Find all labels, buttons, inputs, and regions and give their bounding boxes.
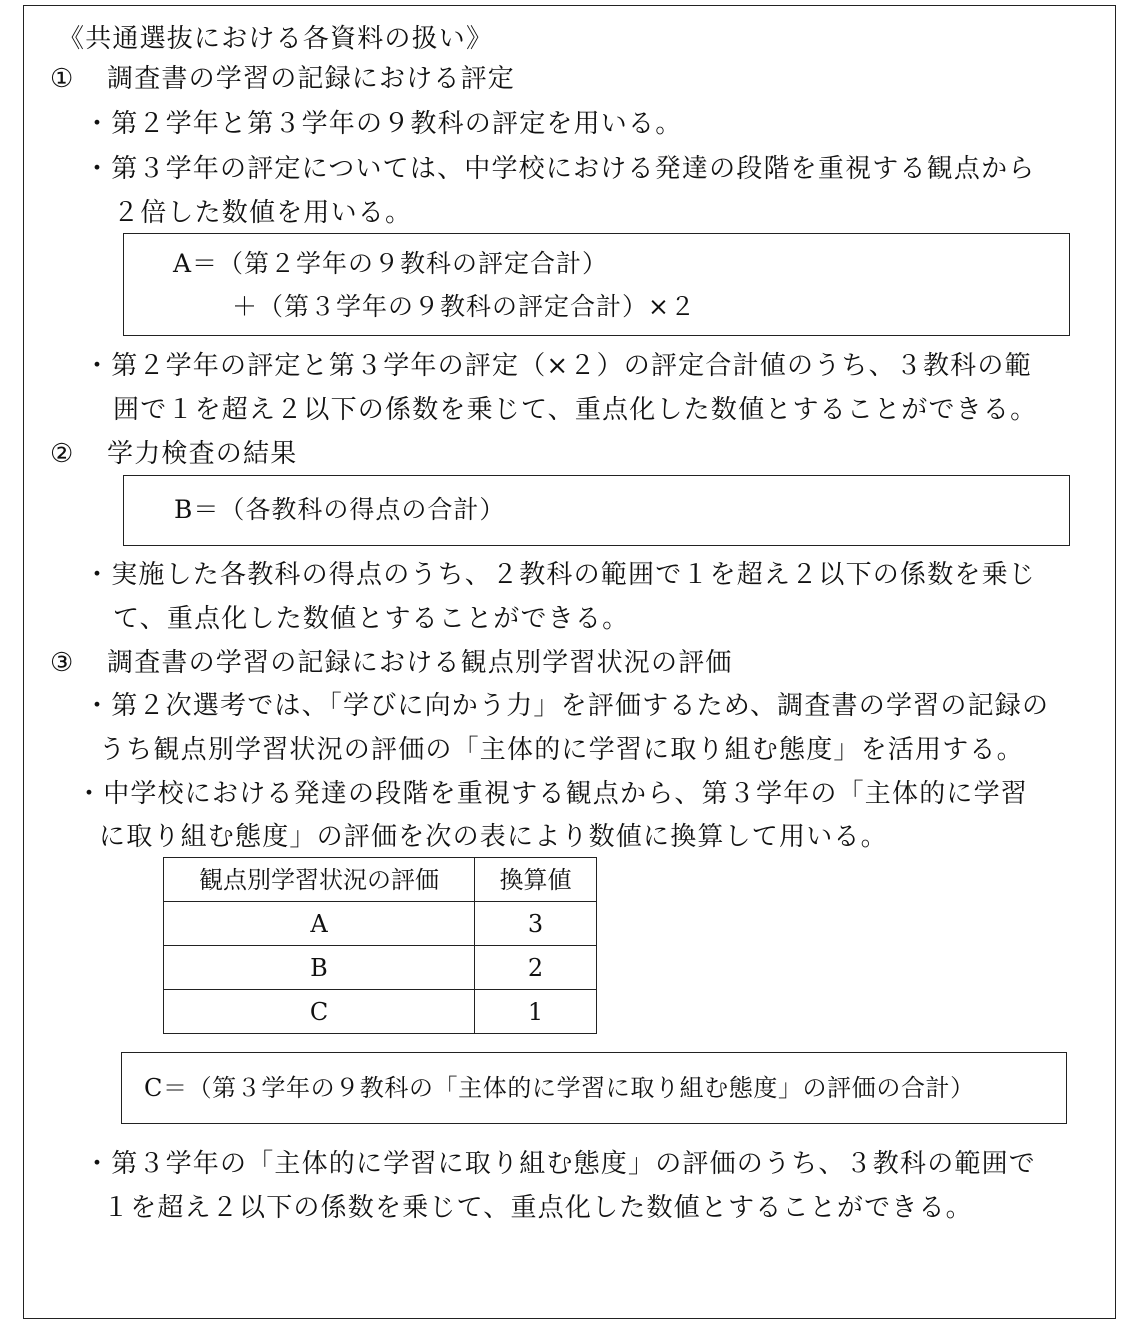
section2-marker: ② bbox=[50, 439, 75, 469]
table-cell-eval: C bbox=[164, 990, 475, 1034]
table-header-eval: 観点別学習状況の評価 bbox=[164, 858, 475, 902]
section2-bullet1-line2: て、重点化した数値とすることができる。 bbox=[113, 604, 630, 634]
conversion-table bbox=[163, 857, 597, 1034]
table-cell-value: 2 bbox=[475, 946, 597, 990]
section1-title: 調査書の学習の記録における評定 bbox=[107, 64, 516, 94]
section1-bullet1: ・第２学年と第３学年の９教科の評定を用いる。 bbox=[84, 109, 683, 139]
document-heading: 《共通選抜における各資料の扱い》 bbox=[58, 24, 494, 54]
section3-bullet2-line1: ・中学校における発達の段階を重視する観点から、第３学年の「主体的に学習 bbox=[76, 779, 1029, 809]
formula-a-line1: A＝（第２学年の９教科の評定合計） bbox=[173, 249, 609, 278]
section3-bullet3-line1: ・第３学年の「主体的に学習に取り組む態度」の評価のうち、３教科の範囲で bbox=[84, 1149, 1037, 1179]
formula-a-line2: ＋（第３学年の９教科の評定合計）×２ bbox=[232, 292, 696, 321]
section3-bullet1-line2: うち観点別学習状況の評価の「主体的に学習に取り組む態度」を活用する。 bbox=[99, 735, 1024, 765]
section1-marker: ① bbox=[50, 64, 75, 94]
section1-bullet3-line2: 囲で１を超え２以下の係数を乗じて、重点化した数値とすることができる。 bbox=[113, 395, 1038, 425]
section3-bullet1-line1: ・第２次選考では、「学びに向かう力」を評価するため、調査書の学習の記録の bbox=[84, 691, 1050, 721]
section1-bullet3-line1: ・第２学年の評定と第３学年の評定（×２）の評定合計値のうち、３教科の範 bbox=[84, 351, 1032, 381]
section3-marker: ③ bbox=[50, 648, 75, 678]
section3-bullet2-line2: に取り組む態度」の評価を次の表により数値に換算して用いる。 bbox=[99, 822, 888, 852]
section2-bullet1-line1: ・実施した各教科の得点のうち、２教科の範囲で１を超え２以下の係数を乗じ bbox=[84, 560, 1037, 590]
section2-title: 学力検査の結果 bbox=[107, 439, 298, 469]
section3-bullet3-line2: １を超え２以下の係数を乗じて、重点化した数値とすることができる。 bbox=[103, 1193, 973, 1223]
table-cell-value: 3 bbox=[475, 902, 597, 946]
table-cell-value: 1 bbox=[475, 990, 597, 1034]
section1-bullet2-line2: ２倍した数値を用いる。 bbox=[113, 198, 413, 228]
table-row bbox=[164, 990, 597, 1034]
table-row bbox=[164, 902, 597, 946]
table-header-value: 換算値 bbox=[475, 858, 597, 902]
table-cell-eval: A bbox=[164, 902, 475, 946]
table-cell-eval: B bbox=[164, 946, 475, 990]
formula-c: C＝（第３学年の９教科の「主体的に学習に取り組む態度」の評価の合計） bbox=[144, 1074, 975, 1102]
formula-b: B＝（各教科の得点の合計） bbox=[174, 495, 506, 524]
table-row bbox=[164, 946, 597, 990]
section3-title: 調査書の学習の記録における観点別学習状況の評価 bbox=[107, 648, 733, 678]
section1-bullet2-line1: ・第３学年の評定については、中学校における発達の段階を重視する観点から bbox=[84, 154, 1036, 184]
table-header-row bbox=[164, 858, 597, 902]
